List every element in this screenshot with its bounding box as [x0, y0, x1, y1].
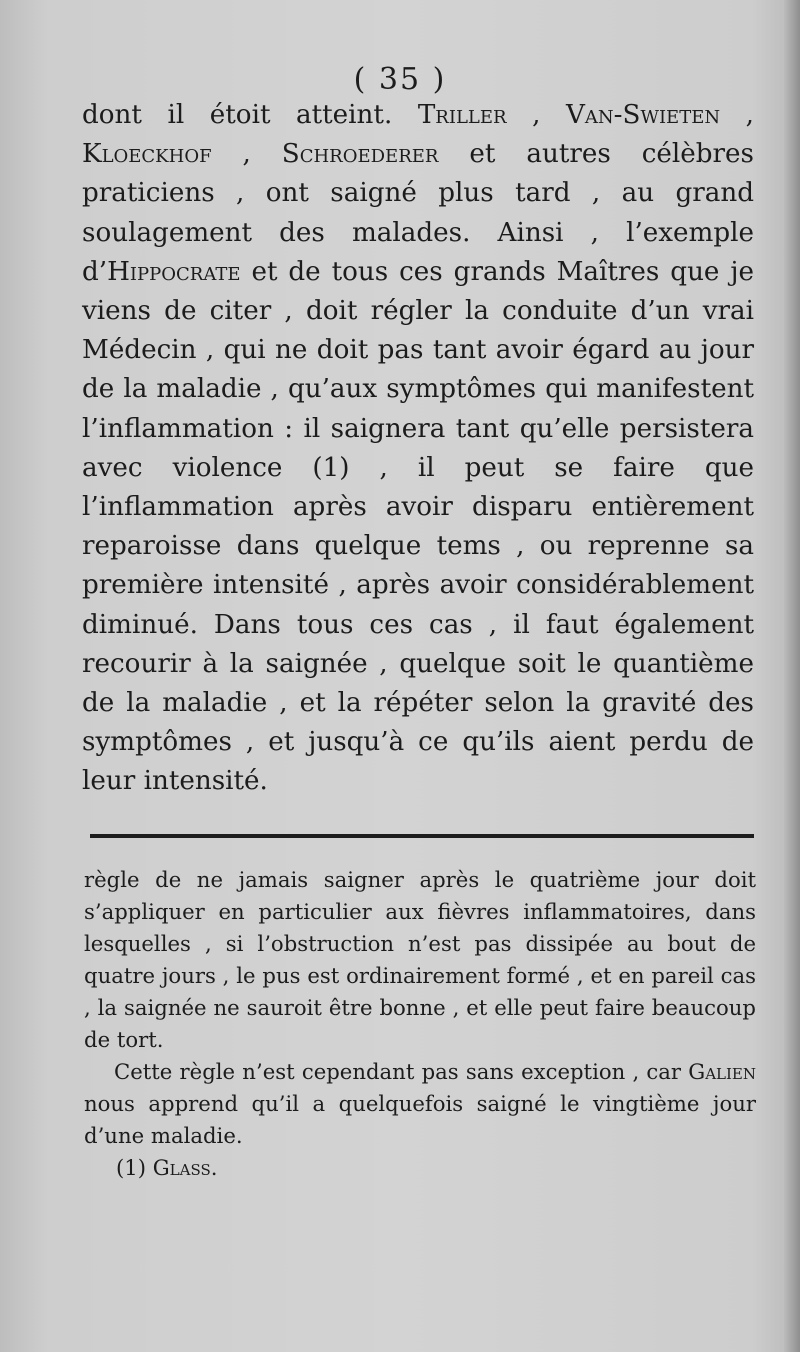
- page-edge-shadow: [784, 0, 800, 1352]
- body-text-run: dont il étoit atteint.: [82, 100, 418, 130]
- footnote-text-run: Cette règle n’est cependant pas sans exception , car: [114, 1059, 689, 1084]
- footnote-source: Glass.: [152, 1155, 218, 1180]
- body-text-run: ,: [720, 100, 754, 130]
- main-text: [82, 96, 754, 802]
- footnote-marker: (1): [116, 1155, 153, 1180]
- author-name-van-swieten: Van-Swieten: [566, 100, 721, 130]
- author-name-triller: Triller: [417, 100, 507, 130]
- author-name-schroederer: Schroederer: [281, 139, 439, 170]
- author-name-galien: Galien: [688, 1059, 756, 1084]
- body-text-run: et de tous ces grands Maîtres que je viens de citer , doit régler la conduite d’un vrai Médecin , qui ne doit pas tant avoir égard au jour de la maladie , qu’aux symptômes qui manifestent l’inflammation : il saignera tant qu’elle persistera avec violence (1) , il peut se faire que l’inflammation après avoir disparu entièrement reparoisse dans quelque tems , ou reprenne sa première intensité , après avoir considérablement diminué. Dans tous ces cas , il faut également recourir à la saignée , quelque soit le quantième de la maladie , et la répéter selon la gravité des symptômes , et jusqu’à ce qu’ils aient perdu de leur intensité.: [82, 256, 754, 797]
- body-text-run: ,: [211, 139, 282, 170]
- body-text-run: et autres célèbres praticiens , ont saigné plus tard , au grand soulagement des malades. Ainsi , l’exemple d’: [82, 139, 754, 287]
- footnote-text-run: nous apprend qu’il a quelquefois saigné le vingtième jour d’une maladie.: [84, 1091, 756, 1148]
- footnote-paragraph: [84, 1056, 756, 1152]
- author-name-kloeckhof: Kloeckhof: [82, 139, 212, 170]
- body-paragraph: [82, 96, 754, 802]
- author-name-hippocrate: Hippocrate: [107, 256, 241, 287]
- footnote-block: [84, 864, 756, 1184]
- page-number: ( 35 ): [353, 62, 447, 97]
- footnote-reference: [84, 1152, 756, 1184]
- footnote-divider: [90, 834, 754, 838]
- footnote-paragraph: règle de ne jamais saigner après le quatrième jour doit s’appliquer en particulier aux fièvres inflammatoires, dans lesquelles , si l’obstruction n’est pas dissipée au bout de quatre jours , le pus est ordinairement formé , et en pareil cas , la saignée ne sauroit être bonne , et elle peut faire beaucoup de tort.: [84, 867, 756, 1052]
- body-text-run: ,: [506, 100, 566, 130]
